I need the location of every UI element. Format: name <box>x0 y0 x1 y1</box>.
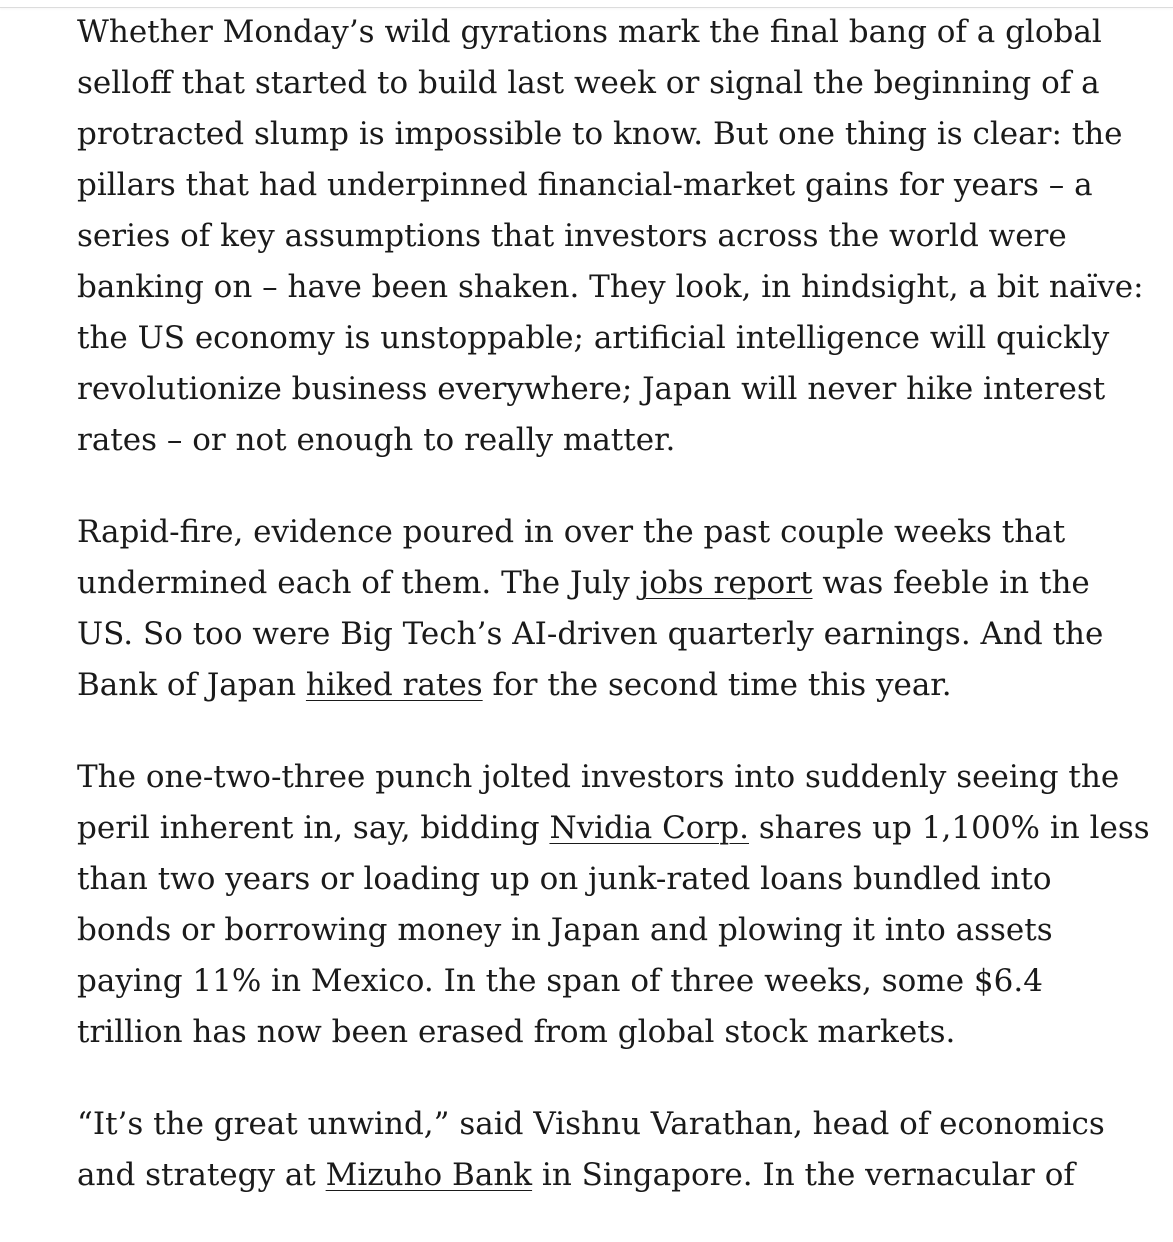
paragraph-text: Rapid-fire, evidence poured in over the past couple weeks that undermined each of them. The July <box>77 514 1066 601</box>
article-body <box>77 7 1152 1242</box>
paragraph-text: The one-two-three punch jolted investors into suddenly seeing the peril inherent in, say, bidding <box>77 759 1120 846</box>
paragraph-2 <box>77 507 1152 711</box>
paragraph-text: for the second time this year. <box>482 667 952 703</box>
paragraph-text: in Singapore. In the vernacular of <box>532 1157 1075 1193</box>
paragraph-4 <box>77 1099 1152 1201</box>
paragraph-text: was feeble in the US. So too were Big Tech’s AI-driven quarterly earnings. And the Bank of Japan <box>77 565 1104 703</box>
paragraph-1 <box>77 7 1152 466</box>
paragraph-3 <box>77 752 1152 1058</box>
jobs-report-link[interactable]: jobs report <box>639 565 813 601</box>
paragraph-text: Whether Monday’s wild gyrations mark the final bang of a global selloff that started to build last week or signal the beginning of a protracted slump is impossible to know. But one thing is clear: the pillars that had underpinned financial-market gains for years – a series of key assumptions that investors across the world were banking on – have been shaken. They look, in hindsight, a bit naïve: the US economy is unstoppable; artificial intelligence will quickly revolutionize business everywhere; Japan will never hike interest rates – or not enough to really matter. <box>77 14 1144 458</box>
hiked-rates-link[interactable]: hiked rates <box>305 667 483 703</box>
nvidia-corp-link[interactable]: Nvidia Corp. <box>549 810 749 846</box>
paragraph-text: “It’s the great unwind,” said Vishnu Varathan, head of economics and strategy at <box>77 1106 1105 1193</box>
mizuho-bank-link[interactable]: Mizuho Bank <box>325 1157 533 1193</box>
paragraph-text: shares up 1,100% in less than two years or loading up on junk-rated loans bundled into bonds or borrowing money in Japan and plowing it into assets paying 11% in Mexico. In the span of three weeks, some $6.4 trillion has now been erased from global stock markets. <box>77 810 1150 1050</box>
